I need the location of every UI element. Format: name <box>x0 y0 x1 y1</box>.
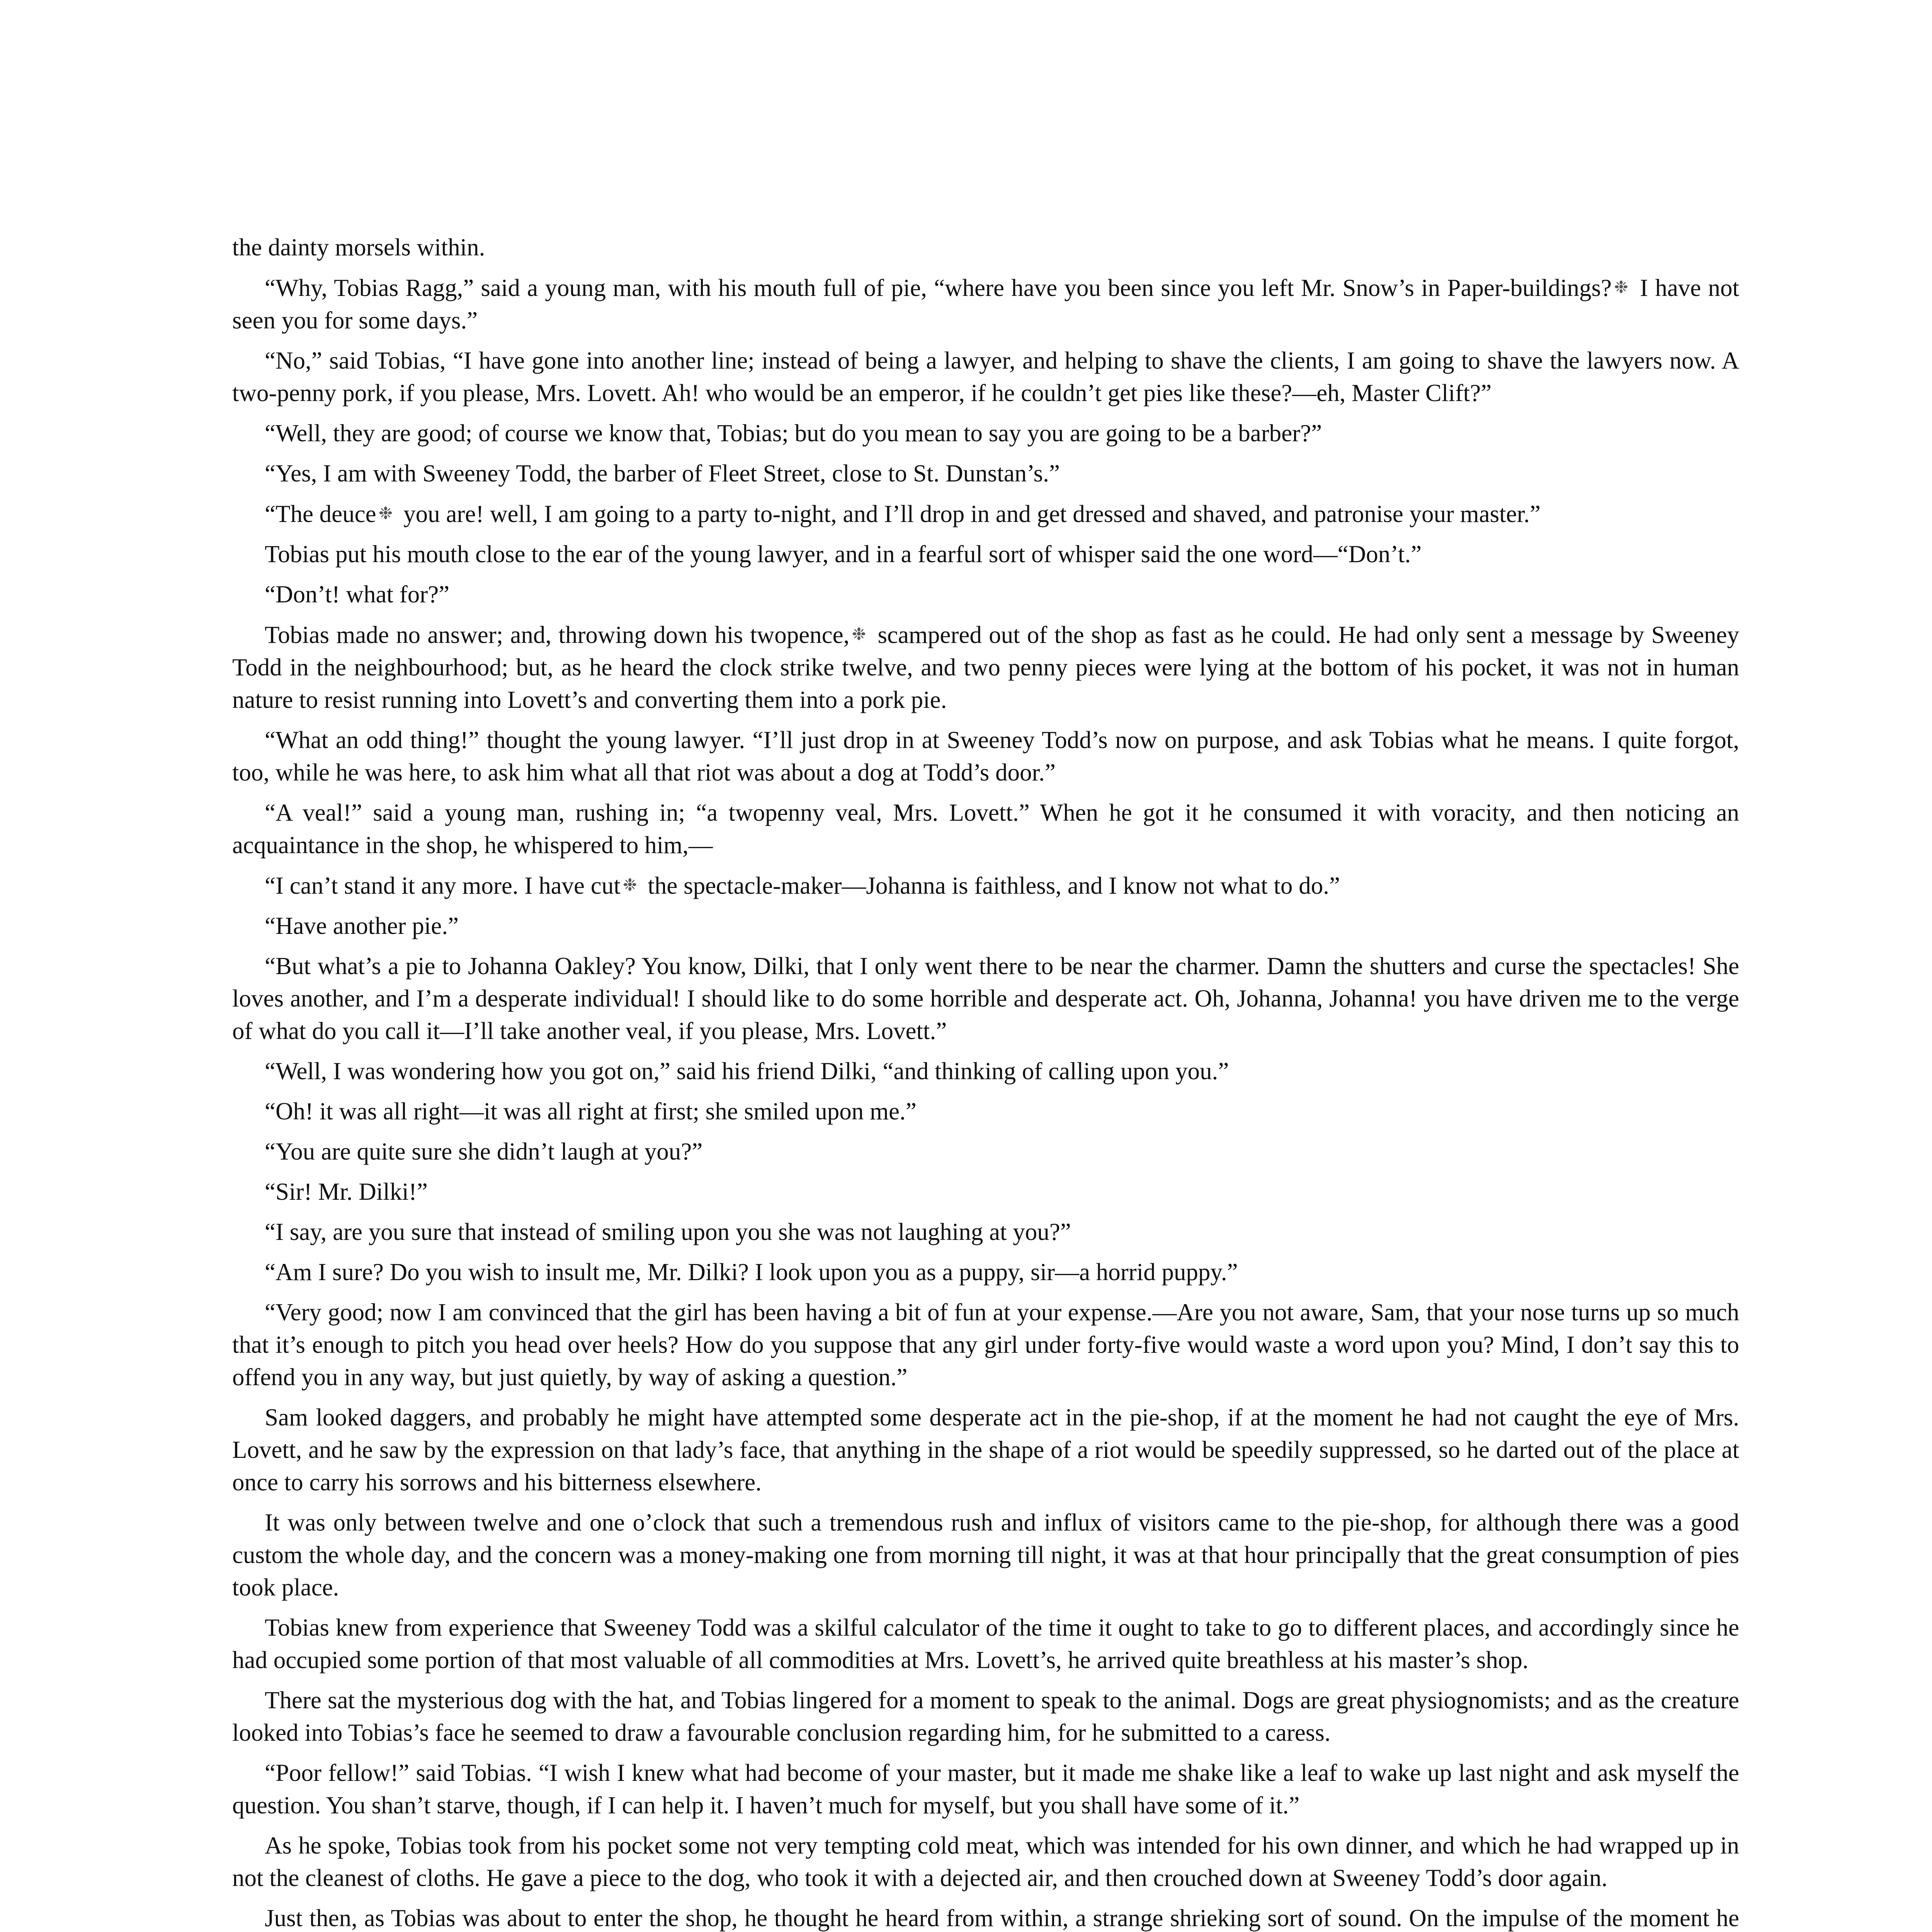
paragraph-text: “But what’s a pie to Johanna Oakley? You know, Dilki, that I only went there to be near the charmer. Damn the shutters and curse the spectacles! She loves another, and I’m a desperate individual! I should like to do some horrible and desperate act. Oh, Johanna, Johanna! you have driven me to the verge of what do you call it—I’ll take another veal, if you please, Mrs. Lovett.” <box>232 952 1739 1044</box>
paragraph <box>232 910 1739 942</box>
paragraph <box>232 417 1739 449</box>
paragraph-text: There sat the mysterious dog with the hat, and Tobias lingered for a moment to speak to the animal. Dogs are great physiognomists; and as the creature looked into Tobias’s face he seemed to draw a favourable conclusion regarding him, for he submitted to a caress. <box>232 1687 1739 1746</box>
paragraph <box>232 1135 1739 1168</box>
paragraph-text: “Oh! it was all right—it was all right at first; she smiled upon me.” <box>265 1098 917 1125</box>
footnote-marker-icon[interactable]: ❉ <box>1614 278 1628 297</box>
paragraph-text: “Don’t! what for?” <box>265 581 450 608</box>
paragraph <box>232 231 1739 264</box>
footnote-marker-icon[interactable]: ❉ <box>378 504 393 523</box>
paragraph <box>232 1506 1739 1604</box>
paragraph-text: As he spoke, Tobias took from his pocket some not very tempting cold meat, which was intended for his own dinner, and which he had wrapped up in not the cleanest of cloths. He gave a piece to the dog, who took it with a dejected air, and then crouched down at Sweeney Todd’s door again. <box>232 1832 1739 1891</box>
paragraph <box>232 796 1739 861</box>
paragraph-text: “Very good; now I am convinced that the girl has been having a bit of fun at your expense.—Are you not aware, Sam, that your nose turns up so much that it’s enough to pitch you head over heels? How do you suppose that any girl under forty-five would waste a word upon you? Mind, I don’t say this to offend you in any way, but just quietly, by way of asking a question.” <box>232 1299 1739 1391</box>
paragraph-text: Tobias knew from experience that Sweeney Todd was a skilful calculator of the time it ought to take to go to different places, and accordingly since he had occupied some portion of that most valuable of all commodities at Mrs. Lovett’s, he arrived quite breathless at his master’s shop. <box>232 1614 1739 1673</box>
paragraph <box>232 1829 1739 1894</box>
footnote-marker-icon[interactable]: ❉ <box>622 876 637 895</box>
paragraph-text: “I say, are you sure that instead of smiling upon you she was not laughing at you?” <box>265 1218 1071 1245</box>
paragraph <box>232 1055 1739 1087</box>
paragraph-text: “Well, I was wondering how you got on,” said his friend Dilki, “and thinking of calling upon you.” <box>265 1058 1229 1085</box>
paragraph-text-continued: you are! well, I am going to a party to-night, and I’ll drop in and get dressed and shaved, and patronise your master.” <box>397 500 1541 527</box>
paragraph-text: the dainty morsels within. <box>232 234 485 261</box>
paragraph-text: “A veal!” said a young man, rushing in; “a twopenny veal, Mrs. Lovett.” When he got it he consumed it with voracity, and then noticing an acquaintance in the shop, he whispered to him,— <box>232 799 1739 859</box>
paragraph <box>232 538 1739 570</box>
paragraph <box>232 618 1739 716</box>
paragraph <box>232 1902 1739 1932</box>
paragraph-text: “What an odd thing!” thought the young lawyer. “I’ll just drop in at Sweeney Todd’s now on purpose, and ask Tobias what he means. I quite forgot, too, while he was here, to ask him what all that riot was about a dog at Todd’s door.” <box>232 726 1739 786</box>
paragraph <box>232 497 1739 530</box>
paragraph-text: “Poor fellow!” said Tobias. “I wish I knew what had become of your master, but it made me shake like a leaf to wake up last night and ask myself the question. You shan’t starve, though, if I can help it. I haven’t much for myself, but you shall have some of it.” <box>232 1759 1739 1819</box>
paragraph-text: “Have another pie.” <box>265 912 459 939</box>
paragraph <box>232 1401 1739 1498</box>
paragraph-text: Tobias put his mouth close to the ear of the young lawyer, and in a fearful sort of whisper said the one word—“Don’t.” <box>265 541 1422 568</box>
paragraph-text: “Sir! Mr. Dilki!” <box>265 1178 428 1205</box>
paragraph <box>232 1757 1739 1821</box>
paragraph-text: “You are quite sure she didn’t laugh at you?” <box>265 1138 703 1165</box>
paragraph <box>232 1256 1739 1288</box>
paragraph <box>232 1095 1739 1128</box>
footnote-marker-icon[interactable]: ❉ <box>852 625 866 644</box>
paragraph <box>232 1216 1739 1248</box>
paragraph-text: “I can’t stand it any more. I have cut <box>265 872 621 899</box>
paragraph <box>232 271 1739 337</box>
paragraph-text: “Well, they are good; of course we know that, Tobias; but do you mean to say you are going to be a barber?” <box>265 420 1322 447</box>
paragraph-text-continued: scampered out of the shop as fast as he could. He had only sent a message by Sweeney Todd in the neighbourhood; but, as he heard the clock strike twelve, and two penny pieces were lying at the bottom of his pocket, it was not in human nature to resist running into Lovett’s and converting them into a pork pie. <box>232 621 1739 713</box>
paragraph <box>232 724 1739 789</box>
paragraph-text: “Yes, I am with Sweeney Todd, the barber of Fleet Street, close to St. Dunstan’s.” <box>265 460 1060 487</box>
paragraph <box>232 869 1739 902</box>
paragraph-text-continued: the spectacle-maker—Johanna is faithless, and I know not what to do.” <box>641 872 1340 899</box>
paragraph <box>232 950 1739 1047</box>
paragraph-text: It was only between twelve and one o’clock that such a tremendous rush and influx of visitors came to the pie-shop, for although there was a good custom the whole day, and the concern was a money-making one from morning till night, it was at that hour principally that the great consumption of pies took place. <box>232 1509 1739 1601</box>
paragraph-text: Sam looked daggers, and probably he might have attempted some desperate act in the pie-shop, if at the moment he had not caught the eye of Mrs. Lovett, and he saw by the expression on that lady’s face, that anything in the shape of a riot would be speedily suppressed, so he darted out of the place at once to carry his sorrows and his bitterness elsewhere. <box>232 1404 1739 1496</box>
paragraph-text: “Why, Tobias Ragg,” said a young man, with his mouth full of pie, “where have you been since you left Mr. Snow’s in Paper-buildings? <box>265 274 1612 301</box>
paragraph-text: Just then, as Tobias was about to enter the shop, he thought he heard from within, a strange shrieking sort of sound. On the impulse of the moment he <box>265 1905 1739 1932</box>
paragraph <box>232 1296 1739 1393</box>
paragraph-text: “The deuce <box>265 500 376 527</box>
paragraph <box>232 1684 1739 1749</box>
paragraph <box>232 578 1739 611</box>
paragraph <box>232 1175 1739 1208</box>
paragraph-text: “No,” said Tobias, “I have gone into another line; instead of being a lawyer, and helping to shave the clients, I am going to shave the lawyers now. A two-penny pork, if you please, Mrs. Lovett. Ah! who would be an emperor, if he couldn’t get pies like these?—eh, Master Clift?” <box>232 347 1739 406</box>
paragraph-text: “Am I sure? Do you wish to insult me, Mr. Dilki? I look upon you as a puppy, sir—a horrid puppy.” <box>265 1259 1238 1286</box>
paragraph <box>232 457 1739 490</box>
page-body-text <box>232 231 1739 1932</box>
paragraph-text: Tobias made no answer; and, throwing down his twopence, <box>265 621 850 648</box>
paragraph <box>232 344 1739 409</box>
paragraph-text-continued: I have not seen you for some days.” <box>232 274 1739 334</box>
paragraph <box>232 1611 1739 1676</box>
